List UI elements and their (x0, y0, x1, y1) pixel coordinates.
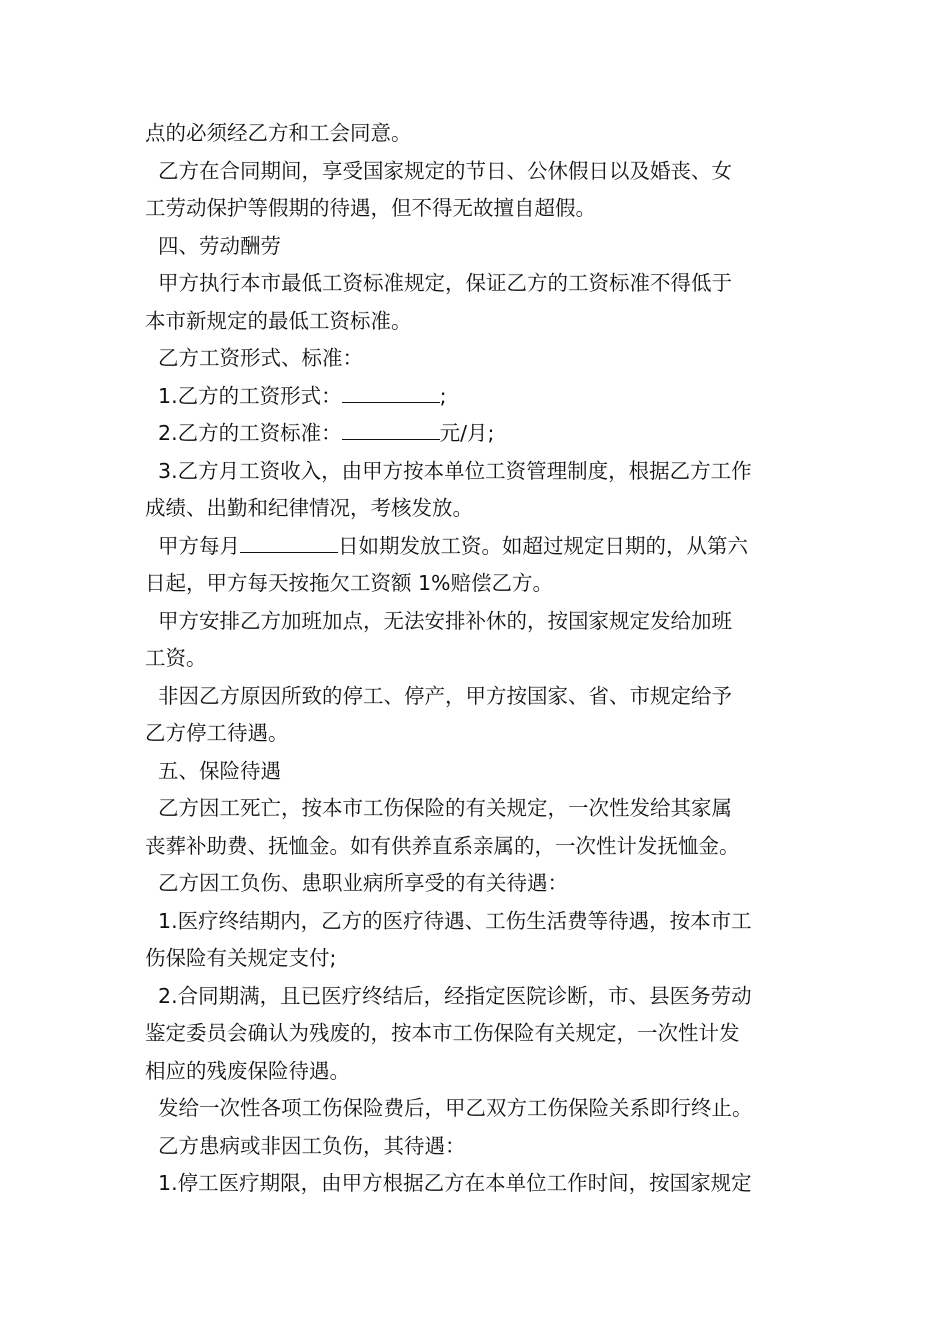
text-line: 鉴定委员会确认为残废的，按本市工伤保险有关规定，一次性计发 (145, 1021, 740, 1045)
section-heading: 四、劳动酬劳 (145, 233, 282, 258)
text-line: 本市新规定的最低工资标准。 (145, 308, 412, 333)
wage-standard-blank (342, 419, 440, 440)
text-line: 1.停工医疗期限，由甲方根据乙方在本单位工作时间，按国家规定 (145, 1171, 752, 1195)
wage-form-line (145, 378, 810, 416)
wage-form-suffix: ; (439, 383, 447, 408)
text-line: 乙方患病或非因工负伤，其待遇： (145, 1133, 466, 1158)
text-line: 甲方执行本市最低工资标准规定，保证乙方的工资标准不得低于 (145, 271, 733, 295)
wage-standard-line (145, 415, 810, 453)
text-line: 非因乙方原因所致的停工、停产，甲方按国家、省、市规定给予 (145, 683, 733, 708)
document-body (145, 115, 810, 1203)
text-line: 发给一次性各项工伤保险费后，甲乙双方工伤保险关系即行终止。 (145, 1096, 753, 1120)
text-line: 工资。 (145, 646, 207, 670)
text-line: 1.医疗终结期内，乙方的医疗待遇、工伤生活费等待遇，按本市工 (145, 908, 752, 933)
text-line: 伤保险有关规定支付; (145, 946, 337, 970)
pay-day-label: 甲方每月 (145, 533, 241, 558)
wage-standard-label: 2.乙方的工资标准： (145, 421, 342, 445)
section-heading: 五、保险待遇 (145, 758, 282, 783)
text-line: 乙方因工死亡，按本市工伤保险的有关规定，一次性发给其家属 (145, 796, 733, 820)
pay-day-line (145, 528, 810, 566)
text-line: 成绩、出勤和纪律情况，考核发放。 (145, 496, 473, 520)
text-line: 丧葬补助费、抚恤金。如有供养直系亲属的，一次性计发抚恤金。 (145, 833, 740, 858)
text-line: 3.乙方月工资收入，由甲方按本单位工资管理制度，根据乙方工作 (145, 458, 752, 483)
text-line: 乙方工资形式、标准： (145, 346, 364, 370)
text-line: 乙方停工待遇。 (145, 721, 289, 745)
text-line: 相应的残废保险待遇。 (145, 1058, 350, 1083)
text-line: 工劳动保护等假期的待遇，但不得无故擅自超假。 (145, 196, 596, 220)
wage-form-blank (342, 382, 440, 403)
text-line: 甲方安排乙方加班加点，无法安排补休的，按国家规定发给加班 (145, 608, 733, 633)
text-line: 乙方在合同期间，享受国家规定的节日、公休假日以及婚丧、女 (145, 158, 733, 183)
pay-day-suffix: 日如期发放工资。如超过规定日期的，从第六 (338, 533, 749, 558)
text-line: 点的必须经乙方和工会同意。 (145, 121, 412, 145)
pay-day-blank (240, 532, 338, 553)
text-line: 日起，甲方每天按拖欠工资额 1%赔偿乙方。 (145, 571, 554, 595)
text-line: 乙方因工负伤、患职业病所享受的有关待遇： (145, 871, 569, 895)
text-line: 2.合同期满，且已医疗终结后，经指定医院诊断，市、县医务劳动 (145, 983, 752, 1008)
wage-standard-suffix: 元/月; (439, 421, 495, 445)
wage-form-label: 1.乙方的工资形式： (145, 383, 342, 408)
